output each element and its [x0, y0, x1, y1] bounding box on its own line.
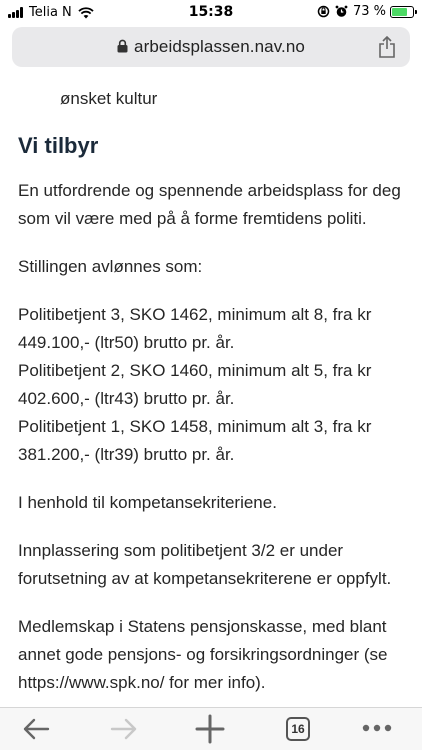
new-tab-icon[interactable]: [195, 714, 225, 744]
paragraph: Medlemskap i Statens pensjonskasse, med blant annet gode pensjons- og forsikringsordninger (se https://www.spk.no/ for mer info).: [18, 617, 388, 692]
offer-text: [18, 177, 410, 707]
url-domain: arbeidsplassen.nav.no: [134, 37, 305, 56]
lock-icon: [117, 39, 128, 53]
status-bar: [0, 0, 422, 26]
carrier-label: Telia N: [29, 5, 72, 20]
address-display[interactable]: [12, 37, 410, 57]
paragraph: I henhold til kompetansekriteriene.: [18, 493, 277, 512]
battery-level: [392, 8, 407, 16]
orientation-lock-icon: [317, 5, 330, 18]
salary-paragraph: Politibetjent 3, SKO 1462, minimum alt 8, fra kr 449.100,- (ltr50) brutto pr. år. Politibetjent 2, SKO 1460, minimum alt 5, fra kr 402.600,- (ltr43) brutto pr. år. Politibetjent 1, SKO 1458, minimum alt 3, fra kr 381.200,- (ltr39) brutto pr. år.: [18, 305, 372, 464]
battery-percent: 73 %: [352, 4, 386, 19]
tabs-icon[interactable]: 16: [286, 717, 310, 741]
status-icons: [317, 4, 414, 19]
browser-toolbar: [0, 707, 422, 750]
back-icon[interactable]: [22, 717, 50, 741]
forward-icon[interactable]: [110, 717, 138, 741]
share-icon[interactable]: [378, 36, 396, 58]
battery-icon: [390, 6, 414, 18]
paragraph: Stillingen avlønnes som:: [18, 257, 203, 276]
section-heading: Vi tilbyr: [18, 133, 99, 158]
address-bar[interactable]: [12, 27, 410, 67]
paragraph: Innplassering som politibetjent 3/2 er under forutsetning av at kompetansekriterene er oppfylt.: [18, 541, 392, 588]
alarm-icon: [335, 5, 348, 18]
paragraph: En utfordrende og spennende arbeidsplass for deg som vil være med på å forme fremtidens politi.: [18, 181, 401, 228]
page-content: [18, 67, 410, 707]
list-item: ønsket kultur: [60, 89, 158, 108]
clock: 15:38: [188, 4, 234, 20]
more-icon[interactable]: [362, 724, 392, 732]
